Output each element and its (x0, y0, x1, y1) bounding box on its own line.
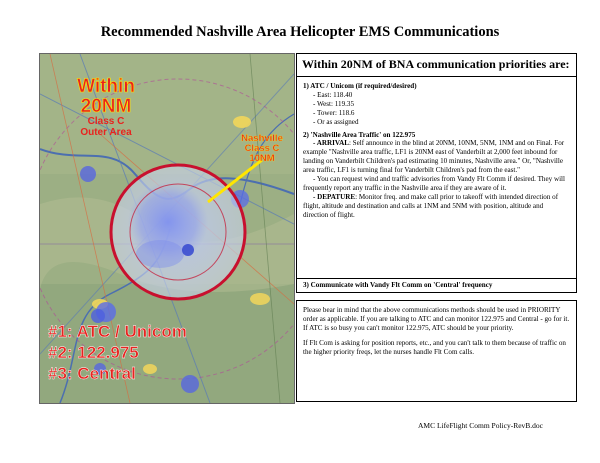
page-title: Recommended Nashville Area Helicopter EMS Communications (100, 24, 500, 40)
class-c-label: Class C (87, 116, 125, 127)
nashville-label: Nashville (241, 133, 283, 144)
section-traffic (303, 131, 570, 220)
section-atc-title: 1) ATC / Unicom (if required/desired) (303, 82, 417, 90)
within-label: Within (77, 76, 135, 97)
airport-symbol (80, 166, 96, 182)
section-central: 3) Communicate with Vandy Flt Comm on 'Central' frequency (297, 278, 576, 292)
priorities-body (297, 77, 576, 220)
section-atc (303, 82, 570, 127)
arrival-text: : Self announce in the blind at 20NM, 10NM, 5NM, 1NM and on Final. For example "Nashville area traffic, LF1 is 20NM east of Vanderbilt at 2,000 feet inbound for landing on Vanderbilt Children's pad estimating 10 minutes, Nashville area." Or, "Nashville area traffic, LF1 is turning final for Vanderbilt Children's pad from the east." (303, 139, 565, 175)
note-paragraph-1: Please bear in mind that the above communications methods should be used in PRIORITY order as applicable. If you are talking to ATC and can monitor 122.975 and Central - go for it. If ATC is so busy you can't monitor 122.975, ATC should be your priority. (303, 306, 570, 332)
arrival-paragraph (303, 139, 570, 175)
priority-1-label: #1: ATC / Unicom (48, 322, 187, 341)
priority-3-label: #3: Central (48, 364, 136, 383)
nashville-distance-label: 10NM (249, 153, 275, 164)
document-footer: AMC LifeFlight Comm Policy-RevB.doc (418, 421, 543, 430)
freq-assigned: - Or as assigned (313, 117, 359, 126)
freq-east: - East: 118.40 (313, 90, 353, 99)
town (250, 293, 270, 305)
section-traffic-title: 2) 'Nashville Area Traffic' on 122.975 (303, 130, 416, 139)
airport-symbol (182, 244, 194, 256)
vandy-paragraph: - You can request wind and traffic advisories from Vandy Flt Comm if desired. They will frequently report any traffic in the Nashville area if they are aware of it. (303, 175, 565, 192)
airport-symbol (91, 309, 105, 323)
priorities-heading: Within 20NM of BNA communication priorities are: (297, 54, 576, 77)
priority-note-panel (296, 300, 577, 402)
freq-west: - West: 119.35 (313, 99, 355, 108)
city-area (136, 240, 184, 268)
outer-area-label: Outer Area (80, 127, 132, 138)
nashville-class-label: Class C (244, 143, 280, 154)
airport-symbol (181, 375, 199, 393)
depature-paragraph (303, 193, 570, 220)
town (233, 116, 251, 128)
freq-tower: - Tower: 118.6 (313, 108, 355, 117)
depature-label: - DEPATURE (313, 192, 356, 201)
sectional-chart-map (39, 53, 295, 404)
priority-2-label: #2: 122.975 (48, 343, 139, 362)
town (143, 364, 157, 374)
arrival-label: - ARRIVAL (313, 139, 349, 148)
priorities-panel (296, 53, 577, 293)
depature-text: : Monitor freq. and make call prior to takeoff with intended direction of flight, altitude and destination and calls at 1NM and 5NM with position, altitude and direction of flight. (303, 192, 559, 219)
note-paragraph-2: If Flt Com is asking for position reports, etc., and you can't talk to them because of traffic on the higher priority freqs, let the nurses handle Flt Com calls. (303, 338, 566, 356)
within-distance-label: 20NM (80, 96, 132, 117)
